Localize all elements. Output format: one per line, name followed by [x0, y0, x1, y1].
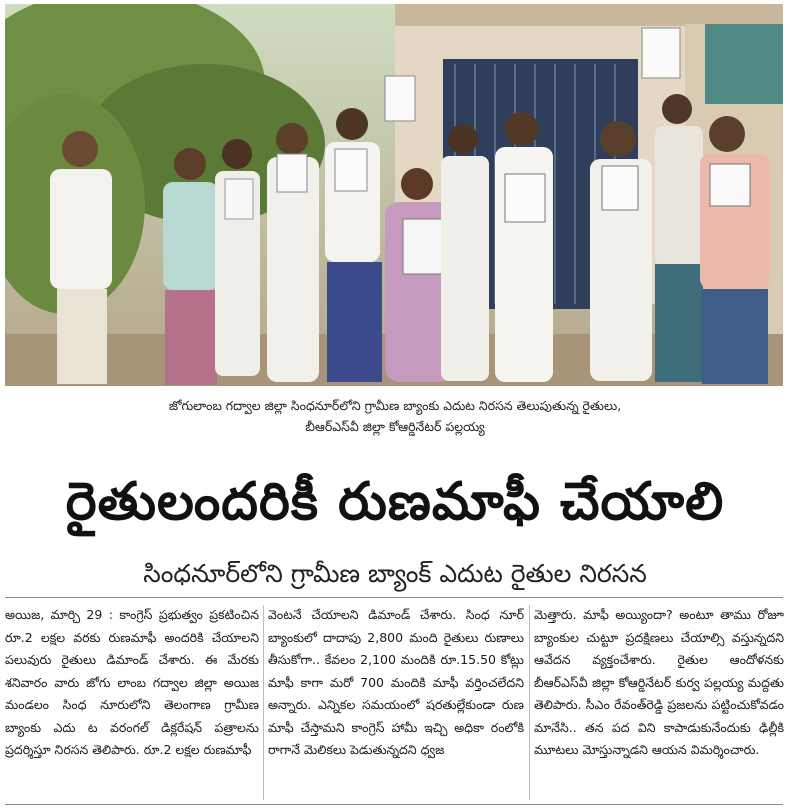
article-column-3: మెత్తారు. మాఫీ అయ్యిందా? అంటూ తాము రోజూ బ్యాంకుల చుట్టూ ప్రదక్షిణలు చేయాల్సి వస్తున్నదని ఆవేదన వ్యక్తంచేశారు. రైతుల ఆందోళనకు బీఆర్ఎస్‌వీ జిల్లా కోఆర్డినేటర్ కుర్వ పల్లయ్య మద్దతు తెలిపారు. సీఎం రేవంత్‌రెడ్డి ప్రజలను పట్టించుకోవడం మానేసి.. తన పద విని కాపాడుకునేందుకు ఢిల్లీకి మూటలు మోస్తున్నాడని ఆయన విమర్శించారు.	[534, 607, 784, 757]
column-separator	[529, 605, 530, 800]
photo-caption-line-2: బీఆర్ఎస్‌వీ జిల్లా కోఆర్డినేటర్ పల్లయ్య	[305, 419, 485, 434]
subheadline: సింధనూర్‌లోని గ్రామీణ బ్యాంక్ ఎదుట రైతుల నిరసన	[143, 559, 647, 588]
article-column-1: అయిజ, మార్చి 29 : కాంగ్రెస్ ప్రభుత్వం ప్రకటించిన రూ.2 లక్షల వరకు రుణమాఫీ అందరికి చేయాలని పలువురు రైతులు డిమాండ్ చేశారు. ఈ మేరకు శనివారం వారు జోగు లాంబ గద్వాల జిల్లా అయిజ మండలం సింధ నూరులోని తెలంగాణ గ్రామీణ బ్యాంకు ఎదు ట వరంగల్ డిక్లరేషన్ పత్రాలను ప్రదర్శిస్తూ నిరసన తెలిపారు. రూ.2 లక్షల రుణమాఫీ	[5, 607, 259, 757]
headline: రైతులందరికీ రుణమాఫీ చేయాలి	[65, 472, 725, 532]
column-separator	[263, 605, 264, 800]
article-column-2: వెంటనే చేయాలని డిమాండ్ చేశారు. సింధ నూర్ బ్యాంకులో దాదాపు 2,800 మంది రైతులు రుణాలు తీసుకోగా.. కేవలం 2,100 మందికి రూ.15.50 కోట్లు మాఫీ కాగా మరో 700 మందికి మాఫీ వర్తించలేదని అన్నారు. ఎన్నికల సమయంలో షరతుల్లేకుండా రుణ మాఫీ చేస్తామని కాంగ్రెస్ హామీ ఇచ్చి అధికా రంలోకి రాగానే మెలికలు పెడుతున్నదని ధ్వజ	[268, 607, 524, 757]
photo-caption-line-1: జోగులాంబ గద్వాల జిల్లా సింధనూర్‌లోని గ్రామీణ బ్యాంకు ఎదుట నిరసన తెలుపుతున్న రైతులు,	[168, 398, 622, 413]
news-photo	[5, 4, 783, 386]
divider-top	[5, 597, 783, 598]
divider-bottom	[5, 804, 783, 805]
